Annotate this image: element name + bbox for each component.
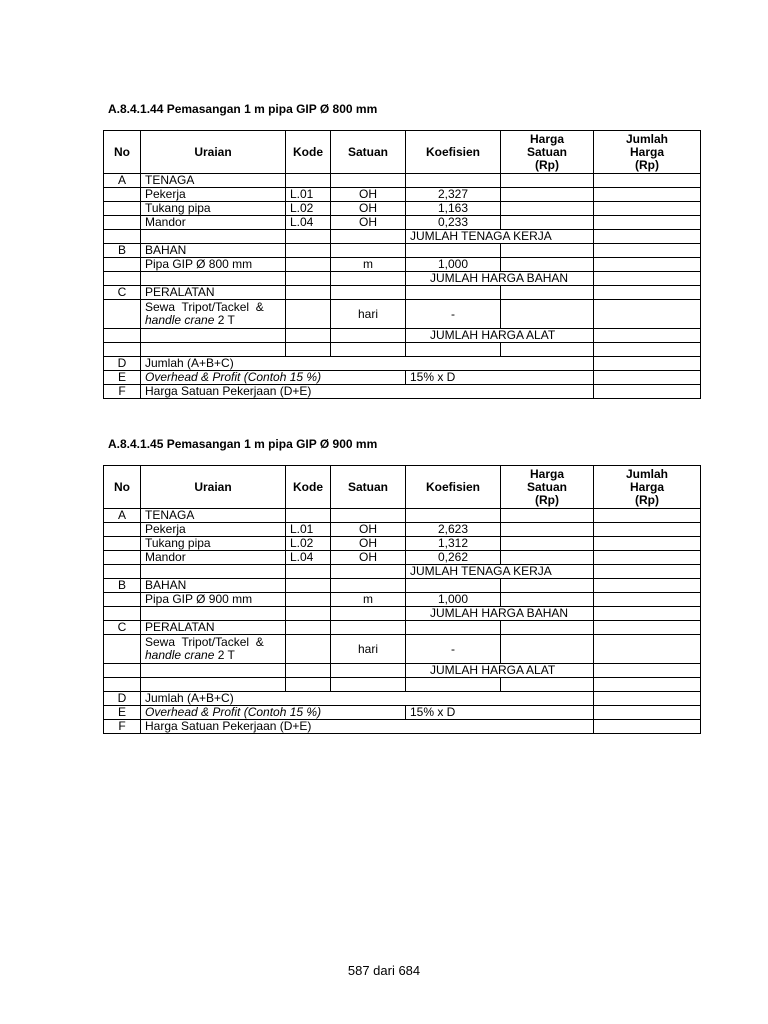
summary-label: Harga Satuan Pekerjaan (D+E) xyxy=(141,720,594,734)
subtotal-row xyxy=(104,664,701,678)
koefisien-cell: 0,233 xyxy=(406,216,501,230)
header-harga-satuan xyxy=(501,131,594,174)
summary-label: Overhead & Profit (Contoh 15 %) xyxy=(141,371,406,385)
header-line: Satuan xyxy=(526,479,567,494)
header-line: Harga xyxy=(529,466,564,481)
summary-label: Jumlah (A+B+C) xyxy=(141,357,594,371)
summary-row xyxy=(104,385,701,399)
table-row xyxy=(104,216,701,230)
table-header-row xyxy=(104,131,701,174)
group-label: PERALATAN xyxy=(141,621,286,635)
group-label: TENAGA xyxy=(141,174,286,188)
koefisien-cell: 0,262 xyxy=(406,551,501,565)
koefisien-cell: 1,163 xyxy=(406,202,501,216)
subtotal-row xyxy=(104,230,701,244)
kode-cell: L.01 xyxy=(286,523,331,537)
header-uraian: Uraian xyxy=(141,466,286,509)
satuan-cell: hari xyxy=(331,635,406,664)
header-no: No xyxy=(104,466,141,509)
koefisien-cell: 2,327 xyxy=(406,188,501,202)
satuan-cell: hari xyxy=(331,300,406,329)
row-no: E xyxy=(104,371,141,385)
uraian-cell: Pipa GIP Ø 800 mm xyxy=(141,258,286,272)
summary-label: Harga Satuan Pekerjaan (D+E) xyxy=(141,385,594,399)
header-jumlah-harga xyxy=(594,131,701,174)
group-label: PERALATAN xyxy=(141,286,286,300)
header-jumlah-harga xyxy=(594,466,701,509)
uraian-cell: Pekerja xyxy=(141,188,286,202)
uraian-line-italic: handle crane xyxy=(145,648,215,662)
uraian-cell: Mandor xyxy=(141,216,286,230)
table-row xyxy=(104,523,701,537)
kode-cell: L.02 xyxy=(286,537,331,551)
subtotal-label: JUMLAH TENAGA KERJA xyxy=(406,565,594,579)
spacer-row xyxy=(104,678,701,692)
group-row-bahan xyxy=(104,244,701,258)
row-no: D xyxy=(104,692,141,706)
group-row-bahan xyxy=(104,579,701,593)
kode-cell: L.02 xyxy=(286,202,331,216)
uraian-line-rest: 2 T xyxy=(214,313,235,327)
header-line: Satuan xyxy=(526,144,567,159)
header-line: Jumlah xyxy=(625,131,668,146)
header-no: No xyxy=(104,131,141,174)
subtotal-row xyxy=(104,565,701,579)
header-satuan: Satuan xyxy=(331,131,406,174)
kode-cell: L.04 xyxy=(286,551,331,565)
header-satuan: Satuan xyxy=(331,466,406,509)
header-line: Harga xyxy=(629,479,664,494)
table-header-row xyxy=(104,466,701,509)
table-row xyxy=(104,202,701,216)
subtotal-row xyxy=(104,329,701,343)
group-row-peralatan xyxy=(104,286,701,300)
row-no: A xyxy=(104,174,141,188)
header-kode: Kode xyxy=(286,466,331,509)
header-koefisien: Koefisien xyxy=(406,466,501,509)
table-row xyxy=(104,188,701,202)
uraian-line-italic: handle crane xyxy=(145,313,215,327)
header-line: Harga xyxy=(629,144,664,159)
summary-row xyxy=(104,692,701,706)
uraian-cell xyxy=(141,300,286,329)
header-uraian: Uraian xyxy=(141,131,286,174)
group-label: BAHAN xyxy=(141,244,286,258)
koefisien-cell: 1,000 xyxy=(406,593,501,607)
satuan-cell: OH xyxy=(331,537,406,551)
koefisien-cell: 1,000 xyxy=(406,258,501,272)
uraian-cell xyxy=(141,635,286,664)
unit-price-table xyxy=(103,130,701,399)
table-row xyxy=(104,300,701,329)
row-no: C xyxy=(104,286,141,300)
uraian-cell: Pipa GIP Ø 900 mm xyxy=(141,593,286,607)
satuan-cell: m xyxy=(331,258,406,272)
satuan-cell: OH xyxy=(331,523,406,537)
satuan-cell: OH xyxy=(331,216,406,230)
page-number: 587 dari 684 xyxy=(347,963,421,978)
header-koefisien: Koefisien xyxy=(406,131,501,174)
spacer-row xyxy=(104,343,701,357)
satuan-cell: OH xyxy=(331,202,406,216)
row-no: B xyxy=(104,579,141,593)
table-row xyxy=(104,593,701,607)
table-row xyxy=(104,258,701,272)
uraian-line-rest: 2 T xyxy=(214,648,235,662)
subtotal-label: JUMLAH HARGA ALAT xyxy=(406,664,594,678)
uraian-cell: Pekerja xyxy=(141,523,286,537)
section-title: A.8.4.1.44 Pemasangan 1 m pipa GIP Ø 800 mm xyxy=(108,102,378,116)
row-no: A xyxy=(104,509,141,523)
row-no: B xyxy=(104,244,141,258)
header-line: (Rp) xyxy=(535,492,559,507)
group-row-peralatan xyxy=(104,621,701,635)
unit-price-table xyxy=(103,465,701,734)
header-harga-satuan xyxy=(501,466,594,509)
header-line: (Rp) xyxy=(535,157,559,172)
group-row-tenaga xyxy=(104,174,701,188)
satuan-cell: OH xyxy=(331,188,406,202)
uraian-cell: Tukang pipa xyxy=(141,202,286,216)
subtotal-label: JUMLAH HARGA BAHAN xyxy=(406,272,594,286)
row-no: C xyxy=(104,621,141,635)
group-label: TENAGA xyxy=(141,509,286,523)
group-row-tenaga xyxy=(104,509,701,523)
koefisien-cell: - xyxy=(406,300,501,329)
summary-row xyxy=(104,357,701,371)
row-no: F xyxy=(104,385,141,399)
table-row xyxy=(104,635,701,664)
group-label: BAHAN xyxy=(141,579,286,593)
subtotal-row xyxy=(104,607,701,621)
kode-cell: L.04 xyxy=(286,216,331,230)
summary-formula: 15% x D xyxy=(406,706,594,720)
header-line: (Rp) xyxy=(635,492,659,507)
summary-row xyxy=(104,371,701,385)
row-no: D xyxy=(104,357,141,371)
uraian-line: Sewa Tripot/Tackel & xyxy=(145,635,264,649)
header-line: Harga xyxy=(529,131,564,146)
summary-formula: 15% x D xyxy=(406,371,594,385)
koefisien-cell: - xyxy=(406,635,501,664)
section-title: A.8.4.1.45 Pemasangan 1 m pipa GIP Ø 900 mm xyxy=(108,437,378,451)
summary-label: Jumlah (A+B+C) xyxy=(141,692,594,706)
uraian-cell: Tukang pipa xyxy=(141,537,286,551)
uraian-cell: Mandor xyxy=(141,551,286,565)
header-kode: Kode xyxy=(286,131,331,174)
subtotal-label: JUMLAH HARGA BAHAN xyxy=(406,607,594,621)
subtotal-row xyxy=(104,272,701,286)
header-line: Jumlah xyxy=(625,466,668,481)
row-no: E xyxy=(104,706,141,720)
uraian-line: Sewa Tripot/Tackel & xyxy=(145,300,264,314)
subtotal-label: JUMLAH HARGA ALAT xyxy=(406,329,594,343)
summary-label: Overhead & Profit (Contoh 15 %) xyxy=(141,706,406,720)
table-row xyxy=(104,551,701,565)
row-no: F xyxy=(104,720,141,734)
satuan-cell: m xyxy=(331,593,406,607)
table-row xyxy=(104,537,701,551)
satuan-cell: OH xyxy=(331,551,406,565)
subtotal-label: JUMLAH TENAGA KERJA xyxy=(406,230,594,244)
header-line: (Rp) xyxy=(635,157,659,172)
summary-row xyxy=(104,720,701,734)
kode-cell: L.01 xyxy=(286,188,331,202)
summary-row xyxy=(104,706,701,720)
koefisien-cell: 2,623 xyxy=(406,523,501,537)
koefisien-cell: 1,312 xyxy=(406,537,501,551)
